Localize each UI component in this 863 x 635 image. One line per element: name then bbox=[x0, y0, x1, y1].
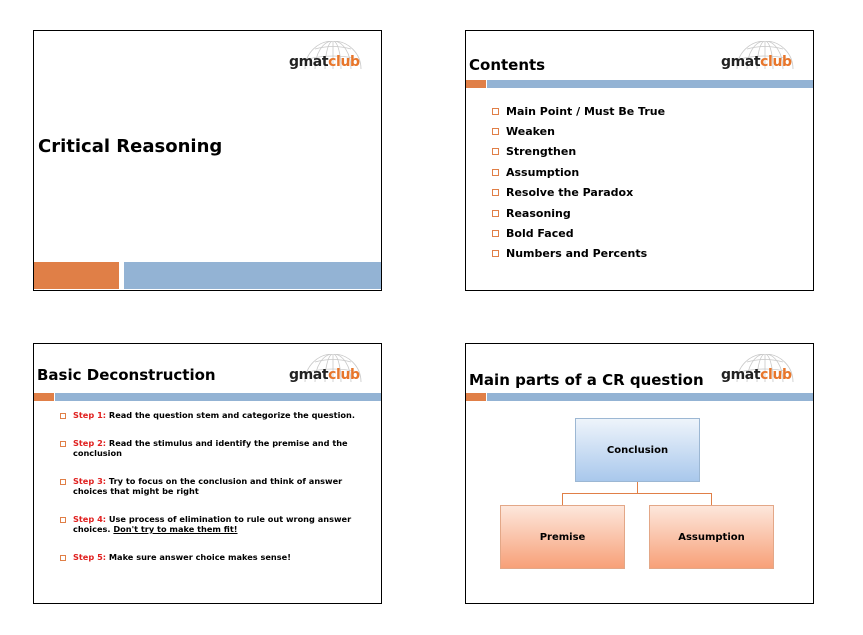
list-item bbox=[492, 142, 665, 162]
orange-bar bbox=[466, 80, 486, 88]
list-item-label: Strengthen bbox=[506, 145, 577, 159]
logo-text-club: club bbox=[760, 54, 792, 70]
list-item bbox=[492, 162, 665, 182]
connector-line bbox=[637, 482, 638, 493]
blue-bar bbox=[487, 80, 814, 88]
slide-title: Contents bbox=[469, 56, 546, 74]
logo-text-gmat: gmat bbox=[721, 367, 761, 383]
gmatclub-logo bbox=[721, 41, 799, 73]
list-item bbox=[492, 244, 665, 264]
step-content bbox=[73, 410, 355, 420]
list-item-label: Weaken bbox=[506, 125, 555, 139]
square-bullet-icon bbox=[492, 169, 499, 176]
step-label: Step 4: bbox=[73, 514, 107, 524]
step-label: Step 5: bbox=[73, 552, 107, 562]
logo-text-club: club bbox=[760, 367, 792, 383]
logo-text-gmat: gmat bbox=[289, 54, 329, 70]
conclusion-node: Conclusion bbox=[575, 418, 700, 482]
square-bullet-icon bbox=[60, 479, 66, 485]
square-bullet-icon bbox=[492, 230, 499, 237]
logo-text-gmat: gmat bbox=[721, 54, 761, 70]
slide-3[interactable] bbox=[33, 343, 382, 604]
square-bullet-icon bbox=[492, 128, 499, 135]
list-item-label: Assumption bbox=[506, 165, 580, 179]
logo-text-club: club bbox=[328, 54, 360, 70]
gmatclub-logo bbox=[721, 354, 799, 386]
blue-bar bbox=[55, 393, 382, 401]
slide-title: Critical Reasoning bbox=[38, 136, 223, 157]
premise-node: Premise bbox=[500, 505, 625, 569]
logo-text bbox=[289, 54, 360, 70]
orange-bar bbox=[34, 393, 54, 401]
square-bullet-icon bbox=[60, 441, 66, 447]
square-bullet-icon bbox=[60, 413, 66, 419]
step-item bbox=[60, 438, 360, 458]
connector-line bbox=[562, 493, 563, 505]
logo-text-club: club bbox=[328, 367, 360, 383]
list-item-label: Main Point / Must Be True bbox=[506, 104, 666, 118]
step-label: Step 3: bbox=[73, 476, 107, 486]
step-content bbox=[73, 438, 360, 458]
square-bullet-icon bbox=[492, 148, 499, 155]
connector-line bbox=[711, 493, 712, 505]
connector-line bbox=[562, 493, 712, 494]
square-bullet-icon bbox=[492, 250, 499, 257]
slide-title: Main parts of a CR question bbox=[469, 371, 704, 389]
list-item bbox=[492, 121, 665, 141]
step-label: Step 2: bbox=[73, 438, 107, 448]
logo-text bbox=[289, 367, 360, 383]
list-item-label: Bold Faced bbox=[506, 227, 574, 241]
list-item bbox=[492, 203, 665, 223]
step-item bbox=[60, 514, 360, 534]
step-item bbox=[60, 476, 360, 496]
blue-bar bbox=[487, 393, 814, 401]
slide-1[interactable] bbox=[33, 30, 382, 291]
step-text: Read the stimulus and identify the premise and the conclusion bbox=[73, 438, 348, 458]
logo-text bbox=[721, 54, 792, 70]
square-bullet-icon bbox=[492, 108, 499, 115]
step-text: Make sure answer choice makes sense! bbox=[108, 552, 291, 562]
step-item bbox=[60, 552, 291, 562]
assumption-node: Assumption bbox=[649, 505, 774, 569]
square-bullet-icon bbox=[60, 555, 66, 561]
list-item-label: Resolve the Paradox bbox=[506, 186, 634, 200]
blue-bar bbox=[124, 262, 382, 289]
square-bullet-icon bbox=[492, 189, 499, 196]
step-emphasis: Don't try to make them fit! bbox=[113, 524, 238, 534]
orange-bar bbox=[466, 393, 486, 401]
step-content bbox=[73, 552, 291, 562]
list-item bbox=[492, 223, 665, 243]
gmatclub-logo bbox=[289, 354, 367, 386]
logo-text bbox=[721, 367, 792, 383]
step-text: Use process of elimination to rule out wrong answer choices. bbox=[73, 514, 352, 534]
step-text: Read the question stem and categorize the question. bbox=[108, 410, 355, 420]
gmatclub-logo bbox=[289, 41, 367, 73]
slide-title: Basic Deconstruction bbox=[37, 366, 216, 384]
slide-2[interactable] bbox=[465, 30, 814, 291]
slide-4[interactable] bbox=[465, 343, 814, 604]
square-bullet-icon bbox=[492, 210, 499, 217]
list-item-label: Numbers and Percents bbox=[506, 247, 648, 261]
step-label: Step 1: bbox=[73, 410, 107, 420]
logo-text-gmat: gmat bbox=[289, 367, 329, 383]
square-bullet-icon bbox=[60, 517, 66, 523]
step-text: Try to focus on the conclusion and think of answer choices that might be right bbox=[73, 476, 343, 496]
list-item bbox=[492, 183, 665, 203]
step-content bbox=[73, 476, 360, 496]
list-item bbox=[492, 101, 665, 121]
contents-list bbox=[492, 101, 665, 264]
orange-bar bbox=[34, 262, 119, 289]
step-item bbox=[60, 410, 355, 420]
list-item-label: Reasoning bbox=[506, 206, 571, 220]
step-content bbox=[73, 514, 360, 534]
